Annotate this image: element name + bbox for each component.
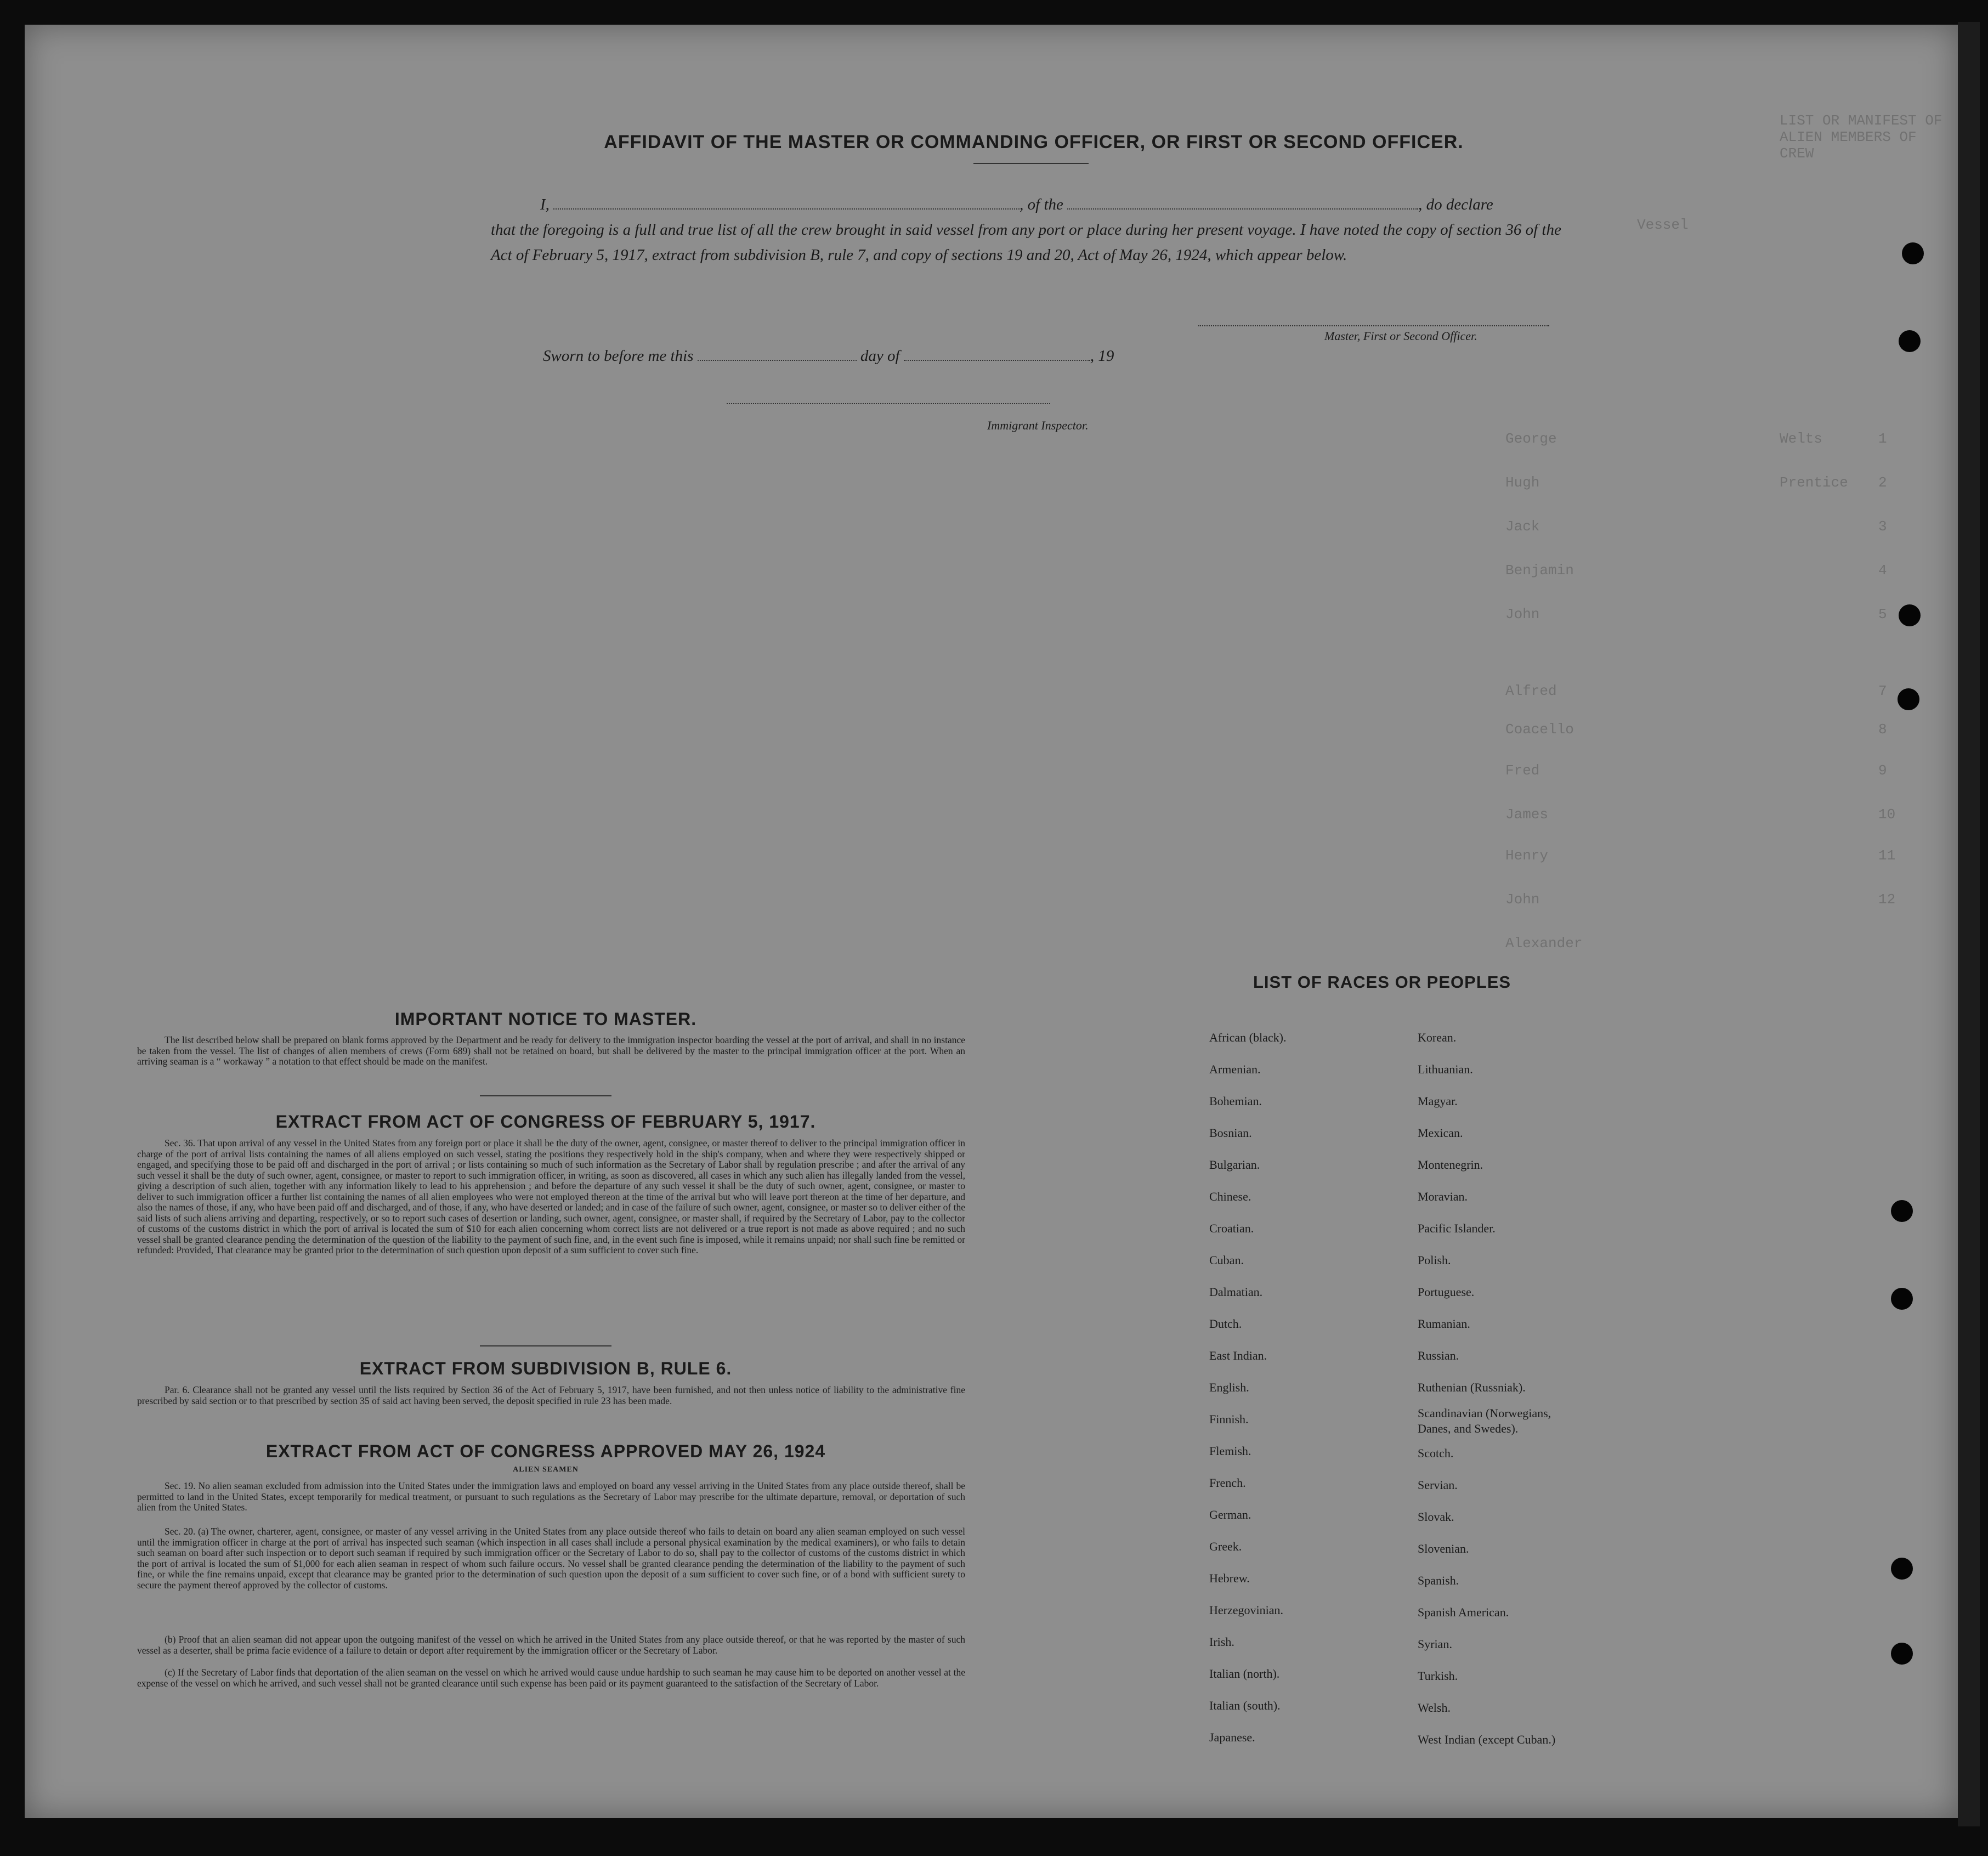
race-item: Armenian.: [1209, 1062, 1261, 1076]
sec-20b-text: (b) Proof that an alien seaman did not appear upon the outgoing manifest of the vessel on which he arrived in the United States from any place outside thereof, or that he was reported by the master of such vessel as a deserter, shall be prima facie evidence of a failure to detain or deport after requirement by the immigration officer or the Secretary of Labor.: [137, 1634, 965, 1656]
race-item: East Indian.: [1209, 1349, 1267, 1362]
rule-6-title: EXTRACT FROM SUBDIVISION B, RULE 6.: [359, 1359, 732, 1378]
race-item: Chinese.: [1209, 1190, 1251, 1203]
binder-hole: [1898, 688, 1919, 710]
race-item: Dutch.: [1209, 1317, 1242, 1331]
race-item: Spanish.: [1418, 1574, 1459, 1587]
act-1924-subtitle: ALIEN SEAMEN: [513, 1465, 579, 1474]
race-item: Syrian.: [1418, 1637, 1452, 1651]
affidavit-declare: , do declare: [1418, 196, 1493, 213]
race-item: German.: [1209, 1508, 1251, 1521]
affidavit-title: AFFIDAVIT OF THE MASTER OR COMMANDING OFFICER, OR FIRST OR SECOND OFFICER.: [604, 132, 1464, 152]
race-item: Scotch.: [1418, 1446, 1454, 1460]
day-of-text: day of: [860, 347, 900, 365]
signature-label: Master, First or Second Officer.: [1324, 329, 1477, 343]
race-item: Lithuanian.: [1418, 1062, 1473, 1076]
race-item: Cuban.: [1209, 1253, 1244, 1267]
binder-hole: [1899, 330, 1921, 352]
page-edge: [1958, 22, 1980, 1826]
race-item: Spanish American.: [1418, 1605, 1509, 1619]
affidavit-of-the: , of the: [1020, 196, 1063, 213]
race-item: Greek.: [1209, 1540, 1242, 1553]
race-item: Herzegovinian.: [1209, 1603, 1283, 1617]
binder-hole: [1891, 1288, 1913, 1310]
race-item: Slovak.: [1418, 1510, 1454, 1524]
race-item: Servian.: [1418, 1478, 1458, 1492]
day-field[interactable]: [698, 360, 857, 361]
sworn-line: [543, 347, 1114, 365]
race-item: Montenegrin.: [1418, 1158, 1483, 1172]
race-item: Pacific Islander.: [1418, 1221, 1496, 1235]
race-item: Portuguese.: [1418, 1285, 1475, 1299]
sec-19-text: Sec. 19. No alien seaman excluded from admission into the United States under the immigration laws and employed on board any vessel arriving in the United States from any place outside thereof, shall be permitted to land in the United States, except temporarily for medical treatment, or pursuant to such regulations as the Secretary of Labor may prescribe for the ultimate departure, removal, or deportation of such alien from the United States.: [137, 1480, 965, 1513]
race-item: Moravian.: [1418, 1190, 1468, 1203]
race-item: French.: [1209, 1476, 1246, 1490]
race-item: Ruthenian (Russniak).: [1418, 1380, 1526, 1394]
document-page: Vessel LIST OR MANIFEST OF ALIEN MEMBERS OF CREW Welts Prentice George Hugh Jack Benjamin John Alfred Coacello Fred James Henry John Alexander 1 2 3 4 5 7 8 9 10 11 12 AFFIDAVIT OF THE MASTER OR COMMANDING OFFICER, OR FIRST OR SECOND OFFICER. I, , of the , do declare that the foregoing is a full and true list of all the crew brought in said vessel from any port or place during her present voyage. I have noted the copy of section 36 of the Act of February 5, 1917, extract from subdivision B, rule 7, and copy of sections 19 and 20, Act of May 26, 1924, which appear below. Master, First or Second Officer. Sworn to before me this day of , 19 Immigrant Inspector. IMPORTANT NOTICE TO MASTER. The list described below shall be prepared on blank forms approved by the Department and be ready for delivery to the immigration inspector boarding the vessel at the port of arrival, and shall in no instance be taken from the vessel. The list of changes of alien members of crews (Form 689) shall not be retained on board, but shall be delivered by the master to the principal immigration officer at the port. When an arriving seaman is a “ workaway ” a notation to that effect should be made on the manifest. EXTRACT FROM ACT OF CONGRESS OF FEBRUARY 5, 1917. Sec. 36. That upon arrival of any vessel in the United States from any foreign port or place it shall be the duty of the owner, agent, consignee, or master thereof to deliver to the principal immigration officer in charge of the port of arrival lists containing the names of all aliens employed on such vessel, stating the positions they respectively hold in the ship's company, when and where they were respectively shipped or engaged, and specifying those to be paid off and discharged in the port of arrival ; or lists containing so much of such information as the Secretary of Labor shall by regulation prescribe ; and after the arrival of any such vessel it shall be the duty of such owner, agent, consignee, or master to report to such immigration officer, in writing, as soon as discovered, all cases in which any such alien has illegally landed from the vessel, giving a description of such alien, together with any information likely to lead to his apprehension ; and before the departure of any such vessel it shall be the duty of such owner, agent, consignee, or master to deliver to such immigration officer a further list containing the names of all alien employees who were not employed thereon at the time of the arrival but who will leave port thereon at the time of her departure, and also the names of those, if any, who have been paid off and discharged, and of those, if any, who have deserted or landed; and in case of the failure of such owner, agent, consignee, or master so to deliver either of the said lists of such aliens arriving and departing, respectively, or so to report such cases of desertion or landing, such owner, agent, consignee, or master shall, if required by the Secretary of Labor, pay to the collector of customs of the customs district in which the port of arrival is located the sum of $10 for each alien concerning whom correct lists are not delivered or a true report is not made as above required ; and no such vessel shall be granted clearance pending the determination of the question of the liability to the payment of such fine, and, in the event such fine is imposed, while it remains unpaid; nor shall such fine be remitted or refunded: Provided, That clearance may be granted prior to the determination of such question upon deposit of a sum sufficient to cover such fine. EXTRACT FROM SUBDIVISION B, RULE 6. Par. 6. Clearance shall not be granted any vessel until the lists required by Section 36 of the Act of February 5, 1917, have been furnished, and not then unless notice of liability to the administrative fine prescribed by said section or to that prescribed by section 35 of said act having been served, the deposit specified in rule 23 has been made. EXTRACT FROM ACT OF CONGRESS APPROVED MAY 26, 1924 ALIEN SEAMEN Sec. 19. No alien seaman excluded from admission into the United States under the immigration laws and employed on board any vessel arriving in the United States from any place outside thereof, shall be permitted to land in the United States, except temporarily for medical treatment, or pursuant to such regulations as the Secretary of Labor may prescribe for the ultimate departure, removal, or deportation of such alien from the United States. Sec. 20. (a) The owner, charterer, agent, consignee, or master of any vessel arriving in the United States from any place outside thereof who fails to detain on board any alien seaman employed on such vessel until the immigration officer in charge at the port of arrival has inspected such seaman (which inspection in all cases shall include a personal physical examination by the medical examiners), or who fails to detain such seaman on board after such inspection or to deport such seaman if required by such immigration officer or the Secretary of Labor to do so, shall pay to the collector of customs of the customs district in which the port of arrival is located the sum of $1,000 for each alien seaman in respect of whom such failure occurs. No vessel shall be granted clearance pending the determination of the liability to the payment of such fine, or while the fine remains unpaid, except that clearance may be granted prior to the determination of such question upon the deposit of a sum sufficient to cover such fine, or of a bond with sufficient surety to secure the payment thereof approved by the collector of customs. (b) Proof that an alien seaman did not appear upon the outgoing manifest of the vessel on which he arrived in the United States from any place outside thereof, or that he was reported by the master of such vessel as a deserter, shall be prima facie evidence of a failure to detain or deport after requirement by the immigration officer or the Secretary of Labor. (c) If the Secretary of Labor finds that deportation of the alien seaman on the vessel on which he arrived would cause undue hardship to such seaman he may cause him to be deported on another vessel at the expense of the vessel on which he arrived, and such vessel shall not be granted clearance until such expense has been paid or its payment guaranteed to the satisfaction of the Secretary of Labor. LIST OF RACES OR PEOPLES African (black). Armenian. Bohemian. Bosnian. Bulgarian. Chinese. Croatian. Cuban. Dalmatian. Dutch. East Indian. English. Finnish. Flemish. French. German. Greek. Hebrew. Herzegovinian. Irish. Italian (north). Italian (south). Japanese. Korean. Lithuanian. Magyar. Mexican. Montenegrin. Moravian. Pacific Islander. Polish. Portuguese. Rumanian. Russian. Ruthenian (Russniak). Scandinavian (Norwegians, Danes, and Swedes). Scotch. Servian. Slovak. Slovenian. Spanish. Spanish American. Syrian. Turkish. Welsh. West Indian (except Cuban.): [25, 25, 1958, 1818]
race-item: Scandinavian (Norwegians, Danes, and Swedes).: [1418, 1406, 1551, 1435]
binder-hole: [1891, 1558, 1913, 1580]
affidavit-i: I,: [540, 196, 550, 213]
race-item: Polish.: [1418, 1253, 1451, 1267]
signature-line[interactable]: [1198, 325, 1549, 326]
race-item: Slovenian.: [1418, 1542, 1469, 1555]
binder-hole: [1902, 242, 1924, 264]
race-item: Mexican.: [1418, 1126, 1463, 1140]
sworn-text: Sworn to before me this: [543, 347, 694, 365]
race-item: Hebrew.: [1209, 1571, 1250, 1585]
vessel-field[interactable]: [1067, 208, 1418, 210]
race-item: West Indian (except Cuban.): [1418, 1733, 1556, 1746]
race-item: English.: [1209, 1380, 1249, 1394]
race-item: Italian (north).: [1209, 1667, 1280, 1680]
race-item: Japanese.: [1209, 1730, 1255, 1744]
race-item: Magyar.: [1418, 1094, 1458, 1108]
notice-text: The list described below shall be prepared on blank forms approved by the Department and be ready for delivery to the immigration inspector boarding the vessel at the port of arrival, and shall in no instance be taken from the vessel. The list of changes of alien members of crews (Form 689) shall not be retained on board, but shall be delivered by the master to the principal immigration officer at the port. When an arriving seaman is a “ workaway ” a notation to that effect should be made on the manifest.: [137, 1034, 965, 1067]
race-item: Bohemian.: [1209, 1094, 1262, 1108]
rule-6-text: Par. 6. Clearance shall not be granted any vessel until the lists required by Section 36 of the Act of February 5, 1917, have been furnished, and not then unless notice of liability to the administrative fine prescribed by said section or to that prescribed by section 35 of said act having been served, the deposit specified in rule 23 has been made.: [137, 1384, 965, 1406]
divider: [973, 163, 1089, 164]
race-item: Korean.: [1418, 1031, 1457, 1044]
divider: [480, 1345, 611, 1346]
race-item: Bulgarian.: [1209, 1158, 1260, 1172]
race-item: Welsh.: [1418, 1701, 1451, 1714]
race-item: Dalmatian.: [1209, 1285, 1263, 1299]
race-item: Turkish.: [1418, 1669, 1458, 1683]
act-1924-title: EXTRACT FROM ACT OF CONGRESS APPROVED MAY 26, 1924: [265, 1441, 826, 1461]
act-1917-title: EXTRACT FROM ACT OF CONGRESS OF FEBRUARY 5, 1917.: [275, 1112, 816, 1131]
race-item: Finnish.: [1209, 1412, 1249, 1426]
race-item: Russian.: [1418, 1349, 1459, 1362]
month-field[interactable]: [904, 360, 1090, 361]
year-text: , 19: [1090, 347, 1114, 365]
notice-title: IMPORTANT NOTICE TO MASTER.: [394, 1009, 697, 1029]
sec-20c-text: (c) If the Secretary of Labor finds that deportation of the alien seaman on the vessel on which he arrived would cause undue hardship to such seaman he may cause him to be deported on another vessel at the expense of the vessel on which he arrived, and such vessel shall not be granted clearance until such expense has been paid or its payment guaranteed to the satisfaction of the Secretary of Labor.: [137, 1667, 965, 1689]
affidavit-body: [491, 192, 1577, 268]
binder-hole: [1899, 604, 1921, 626]
race-item: Flemish.: [1209, 1444, 1251, 1458]
act-1917-text: Sec. 36. That upon arrival of any vessel in the United States from any foreign port or place it shall be the duty of the owner, agent, consignee, or master thereof to deliver to the principal immigration officer in charge of the port of arrival lists containing the names of all aliens employed on such vessel, stating the positions they respectively hold in the ship's company, when and where they were respectively shipped or engaged, and specifying those to be paid off and discharged in the port of arrival ; or lists containing so much of such information as the Secretary of Labor shall by regulation prescribe ; and after the arrival of any such vessel it shall be the duty of such owner, agent, consignee, or master to report to such immigration officer, in writing, as soon as discovered, all cases in which any such alien has illegally landed from the vessel, giving a description of such alien, together with any information likely to lead to his apprehension ; and before the departure of any such vessel it shall be the duty of such owner, agent, consignee, or master to deliver to such immigration officer a further list containing the names of all alien employees who were not employed thereon at the time of the arrival but who will leave port thereon at the time of her departure, and also the names of those, if any, who have been paid off and discharged, and of those, if any, who have deserted or landed; and in case of the failure of such owner, agent, consignee, or master so to deliver either of the said lists of such aliens arriving and departing, respectively, or so to report such cases of desertion or landing, such owner, agent, consignee, or master shall, if required by the Secretary of Labor, pay to the collector of customs of the customs district in which the port of arrival is located the sum of $10 for each alien concerning whom correct lists are not delivered or a true report is not made as above required ; and no such vessel shall be granted clearance pending the determination of the question of the liability to the payment of such fine, and, in the event such fine is imposed, while it remains unpaid; nor shall such fine be remitted or refunded: Provided, That clearance may be granted prior to the determination of such question upon deposit of a sum sufficient to cover such fine.: [137, 1138, 965, 1255]
race-item: Croatian.: [1209, 1221, 1254, 1235]
name-field[interactable]: [553, 208, 1020, 210]
race-item: Italian (south).: [1209, 1699, 1281, 1712]
affidavit-statement: that the foregoing is a full and true list of all the crew brought in said vessel from any port or place during her present voyage. I have noted the copy of section 36 of the Act of February 5, 1917, extract from subdivision B, rule 7, and copy of sections 19 and 20, Act of May 26, 1924, which appear below.: [491, 221, 1561, 264]
race-item: African (black).: [1209, 1031, 1287, 1044]
divider: [480, 1095, 611, 1096]
races-left-column: [1209, 1022, 1407, 1753]
inspector-label: Immigrant Inspector.: [987, 418, 1089, 432]
races-title: LIST OF RACES OR PEOPLES: [1253, 972, 1511, 992]
race-item: Irish.: [1209, 1635, 1234, 1649]
races-right-column: [1418, 1022, 1703, 1756]
race-item: Bosnian.: [1209, 1126, 1252, 1140]
inspector-signature-line[interactable]: [727, 403, 1050, 404]
race-item: Rumanian.: [1418, 1317, 1470, 1331]
binder-hole: [1891, 1643, 1913, 1665]
binder-hole: [1891, 1200, 1913, 1222]
sec-20a-text: Sec. 20. (a) The owner, charterer, agent, consignee, or master of any vessel arriving in the United States from any place outside thereof who fails to detain on board any alien seaman employed on such vessel until the immigration officer in charge at the port of arrival has inspected such seaman (which inspection in all cases shall include a personal physical examination by the medical examiners), or who fails to detain such seaman on board after such inspection or to deport such seaman if required by such immigration officer or the Secretary of Labor to do so, shall pay to the collector of customs of the customs district in which the port of arrival is located the sum of $1,000 for each alien seaman in respect of whom such failure occurs. No vessel shall be granted clearance pending the determination of the liability to the payment of such fine, or while the fine remains unpaid, except that clearance may be granted prior to the determination of such question upon the deposit of a sum sufficient to cover such fine, or of a bond with sufficient surety to secure the payment thereof approved by the collector of customs.: [137, 1526, 965, 1591]
